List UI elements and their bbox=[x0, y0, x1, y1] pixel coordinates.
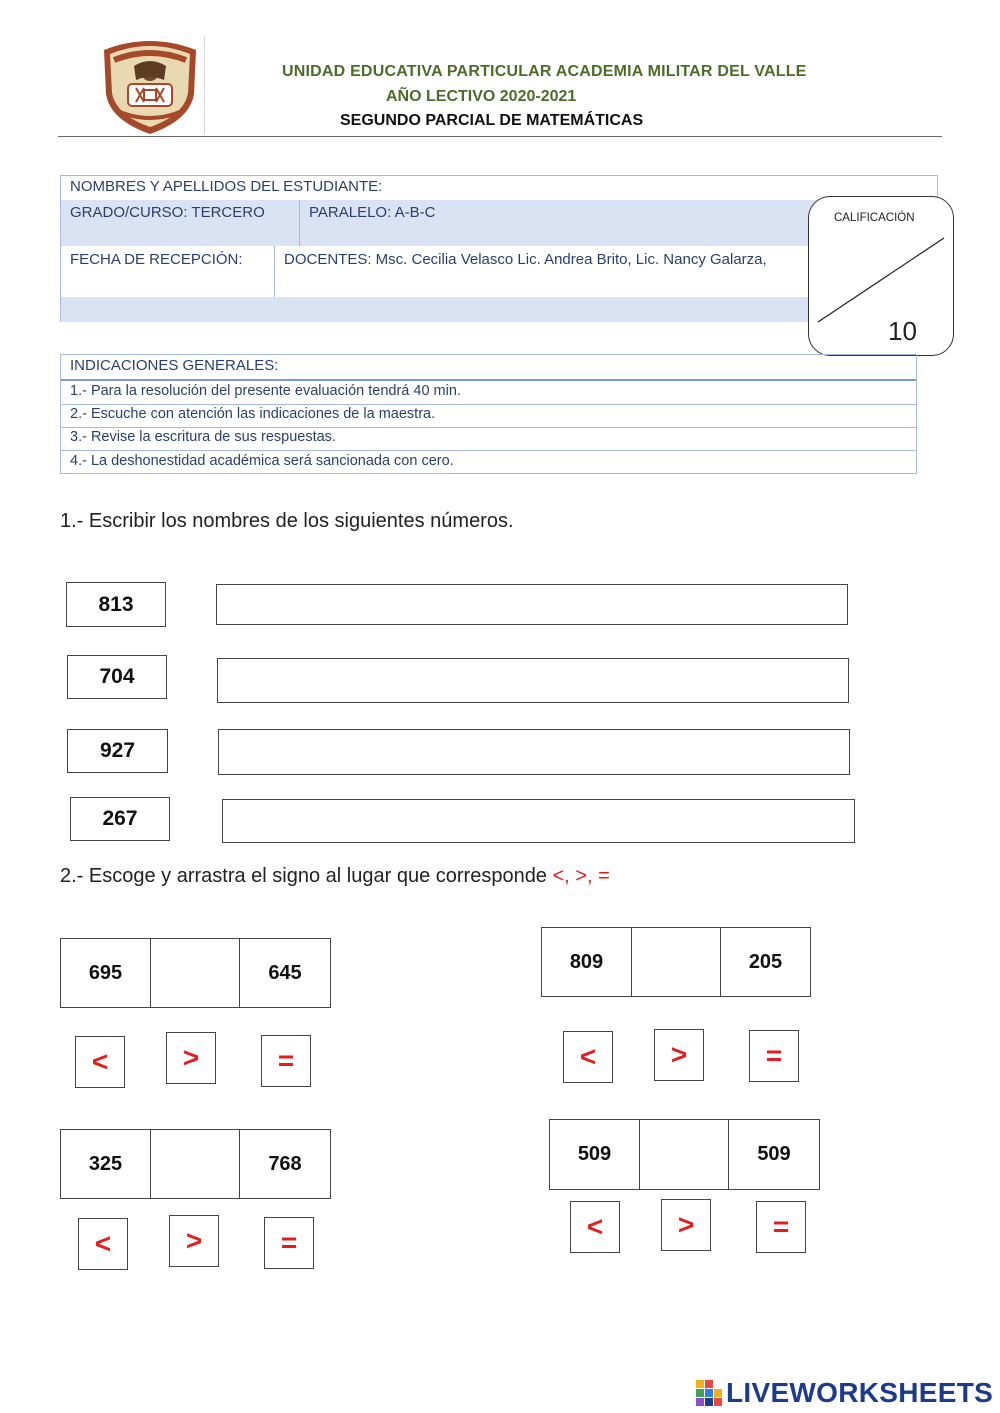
sign-drop-zone[interactable] bbox=[151, 1130, 240, 1198]
indications-title: INDICACIONES GENERALES: bbox=[70, 357, 279, 374]
reception-date-label: FECHA DE RECEPCIÓN: bbox=[70, 251, 243, 268]
sign-less-than[interactable]: < bbox=[563, 1031, 613, 1083]
section-label: PARALELO: A-B-C bbox=[309, 204, 436, 221]
right-number: 645 bbox=[268, 961, 302, 984]
left-number: 509 bbox=[550, 1120, 640, 1189]
school-year: AÑO LECTIVO 2020-2021 bbox=[386, 88, 577, 105]
grade-course-label: GRADO/CURSO: TERCERO bbox=[70, 204, 265, 221]
grade-label: CALIFICACIÓN bbox=[834, 212, 915, 224]
liveworksheets-text: LIVEWORKSHEETS bbox=[726, 1377, 994, 1408]
number-box-1: 813 bbox=[66, 582, 166, 627]
sign-equal[interactable]: = bbox=[261, 1035, 311, 1087]
sign-drop-zone[interactable] bbox=[640, 1120, 729, 1189]
answer-input-4[interactable] bbox=[222, 799, 855, 843]
school-name: UNIDAD EDUCATIVA PARTICULAR ACADEMIA MILITAR DEL VALLE bbox=[282, 63, 807, 80]
indication-item: 4.- La deshonestidad académica será sancionada con cero. bbox=[70, 453, 454, 469]
school-crest-logo bbox=[98, 36, 202, 136]
indication-item: 3.- Revise la escritura de sus respuestas. bbox=[70, 429, 336, 445]
signs-hint: <, >, = bbox=[552, 865, 610, 887]
sign-greater-than[interactable]: > bbox=[169, 1215, 219, 1267]
question-2-text: 2.- Escoge y arrastra el signo al lugar que corresponde bbox=[60, 865, 553, 887]
comparison-row-1 bbox=[60, 938, 331, 1008]
number-box-2: 704 bbox=[67, 655, 167, 699]
indication-item: 1.- Para la resolución del presente evaluación tendrá 40 min. bbox=[70, 383, 461, 399]
left-number: 695 bbox=[61, 939, 151, 1007]
exam-title: SEGUNDO PARCIAL DE MATEMÁTICAS bbox=[340, 112, 644, 129]
answer-input-1[interactable] bbox=[216, 584, 848, 625]
logo-separator bbox=[204, 36, 205, 134]
question-2-prompt bbox=[60, 865, 610, 888]
header-divider bbox=[58, 136, 942, 137]
grade-max: 10 bbox=[888, 316, 917, 346]
sign-drop-zone[interactable] bbox=[151, 939, 240, 1007]
comparison-row-4 bbox=[549, 1119, 820, 1190]
sign-drop-zone[interactable] bbox=[632, 928, 721, 996]
sign-greater-than[interactable]: > bbox=[654, 1029, 704, 1081]
comparison-row-3 bbox=[60, 1129, 331, 1199]
indication-item: 2.- Escuche con atención las indicaciones de la maestra. bbox=[70, 406, 436, 422]
question-1-prompt: 1.- Escribir los nombres de los siguientes números. bbox=[60, 510, 514, 532]
answer-input-3[interactable] bbox=[218, 729, 850, 775]
sign-greater-than[interactable]: > bbox=[166, 1032, 216, 1084]
number-box-3: 927 bbox=[67, 729, 168, 773]
sign-greater-than[interactable]: > bbox=[661, 1199, 711, 1251]
right-number: 509 bbox=[757, 1143, 791, 1165]
comparison-row-2 bbox=[541, 927, 811, 997]
answer-input-2[interactable] bbox=[217, 658, 849, 703]
sign-less-than[interactable]: < bbox=[78, 1218, 128, 1270]
sign-equal[interactable]: = bbox=[264, 1217, 314, 1269]
right-number: 205 bbox=[748, 950, 783, 973]
student-name-label: NOMBRES Y APELLIDOS DEL ESTUDIANTE: bbox=[70, 178, 383, 195]
sign-less-than[interactable]: < bbox=[75, 1036, 125, 1088]
sign-equal[interactable]: = bbox=[749, 1030, 799, 1082]
liveworksheets-logo-icon bbox=[696, 1380, 722, 1406]
sign-less-than[interactable]: < bbox=[570, 1201, 620, 1253]
sign-equal[interactable]: = bbox=[756, 1201, 806, 1253]
number-box-4: 267 bbox=[70, 797, 170, 841]
student-info-table bbox=[60, 175, 938, 322]
teachers-label: DOCENTES: Msc. Cecilia Velasco Lic. Andrea Brito, Lic. Nancy Galarza, bbox=[284, 251, 767, 268]
right-number: 768 bbox=[268, 1152, 302, 1175]
left-number: 809 bbox=[542, 928, 632, 996]
left-number: 325 bbox=[61, 1130, 151, 1198]
